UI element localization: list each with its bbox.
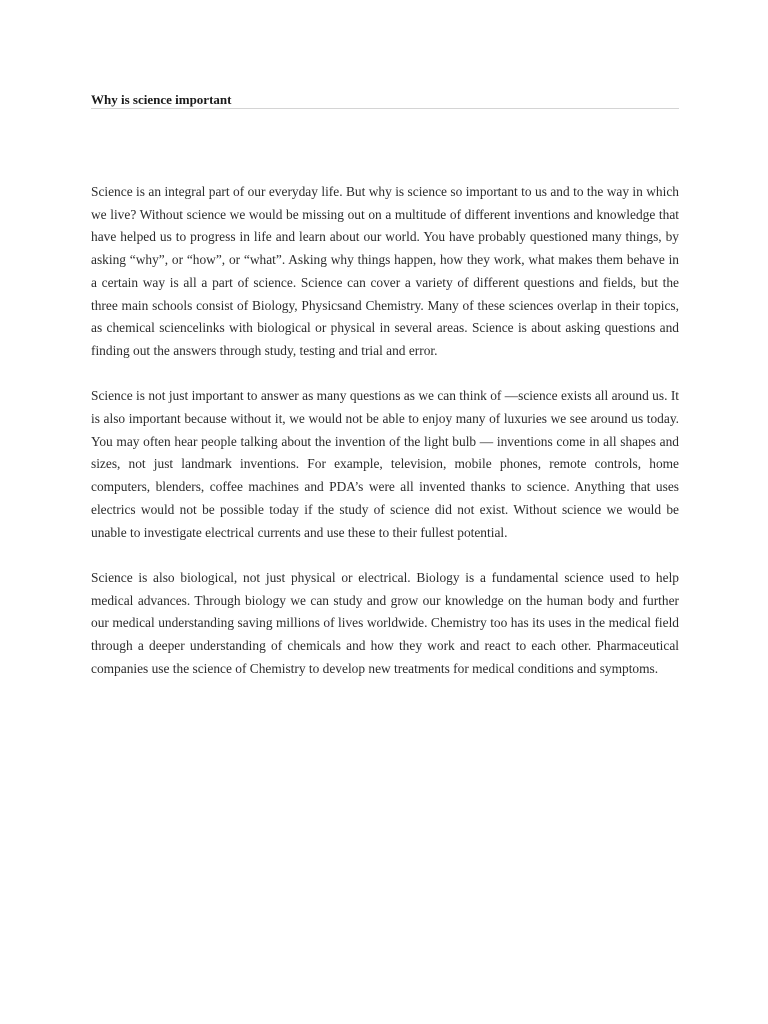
- paragraph-3: Science is also biological, not just physical or electrical. Biology is a fundamental science used to help medical advances. Through biology we can study and grow our knowledge on the human body and further our medical understanding saving millions of lives worldwide. Chemistry too has its uses in the medical field through a deeper understanding of chemicals and how they work and react to each other. Pharmaceutical companies use the science of Chemistry to develop new treatments for medical conditions and symptoms.: [91, 569, 679, 676]
- document-title: Why is science important: [91, 92, 232, 107]
- paragraph-1: Science is an integral part of our everyday life. But why is science so important to us and to the way in which we live? Without science we would be missing out on a multitude of different inventions and knowledge that have helped us to progress in life and learn about our world. You have probably questioned many things, by asking “why”, or “how”, or “what”. Asking why things happen, how they work, what makes them behave in a certain way is all a part of science. Science can cover a variety of different questions and fields, but the three main schools consist of Biology, Physicsand Chemistry. Many of these sciences overlap in their topics, as chemical sciencelinks with biological or physical in several areas. Science is about asking questions and finding out the answers through study, testing and trial and error.: [91, 184, 679, 358]
- paragraph-2: Science is not just important to answer as many questions as we can think of —science exists all around us. It is also important because without it, we would not be able to enjoy many of luxuries we see around us today. You may often hear people talking about the invention of the light bulb — inventions come in all shapes and sizes, not just landmark inventions. For example, television, mobile phones, remote controls, home computers, blenders, coffee machines and PDA’s were all invented thanks to science. Anything that uses electrics would not be possible today if the study of science did not exist. Without science we would be unable to investigate electrical currents and use these to their fullest potential.: [91, 388, 679, 540]
- document-body: [91, 181, 679, 703]
- title-underline-divider: [91, 108, 679, 109]
